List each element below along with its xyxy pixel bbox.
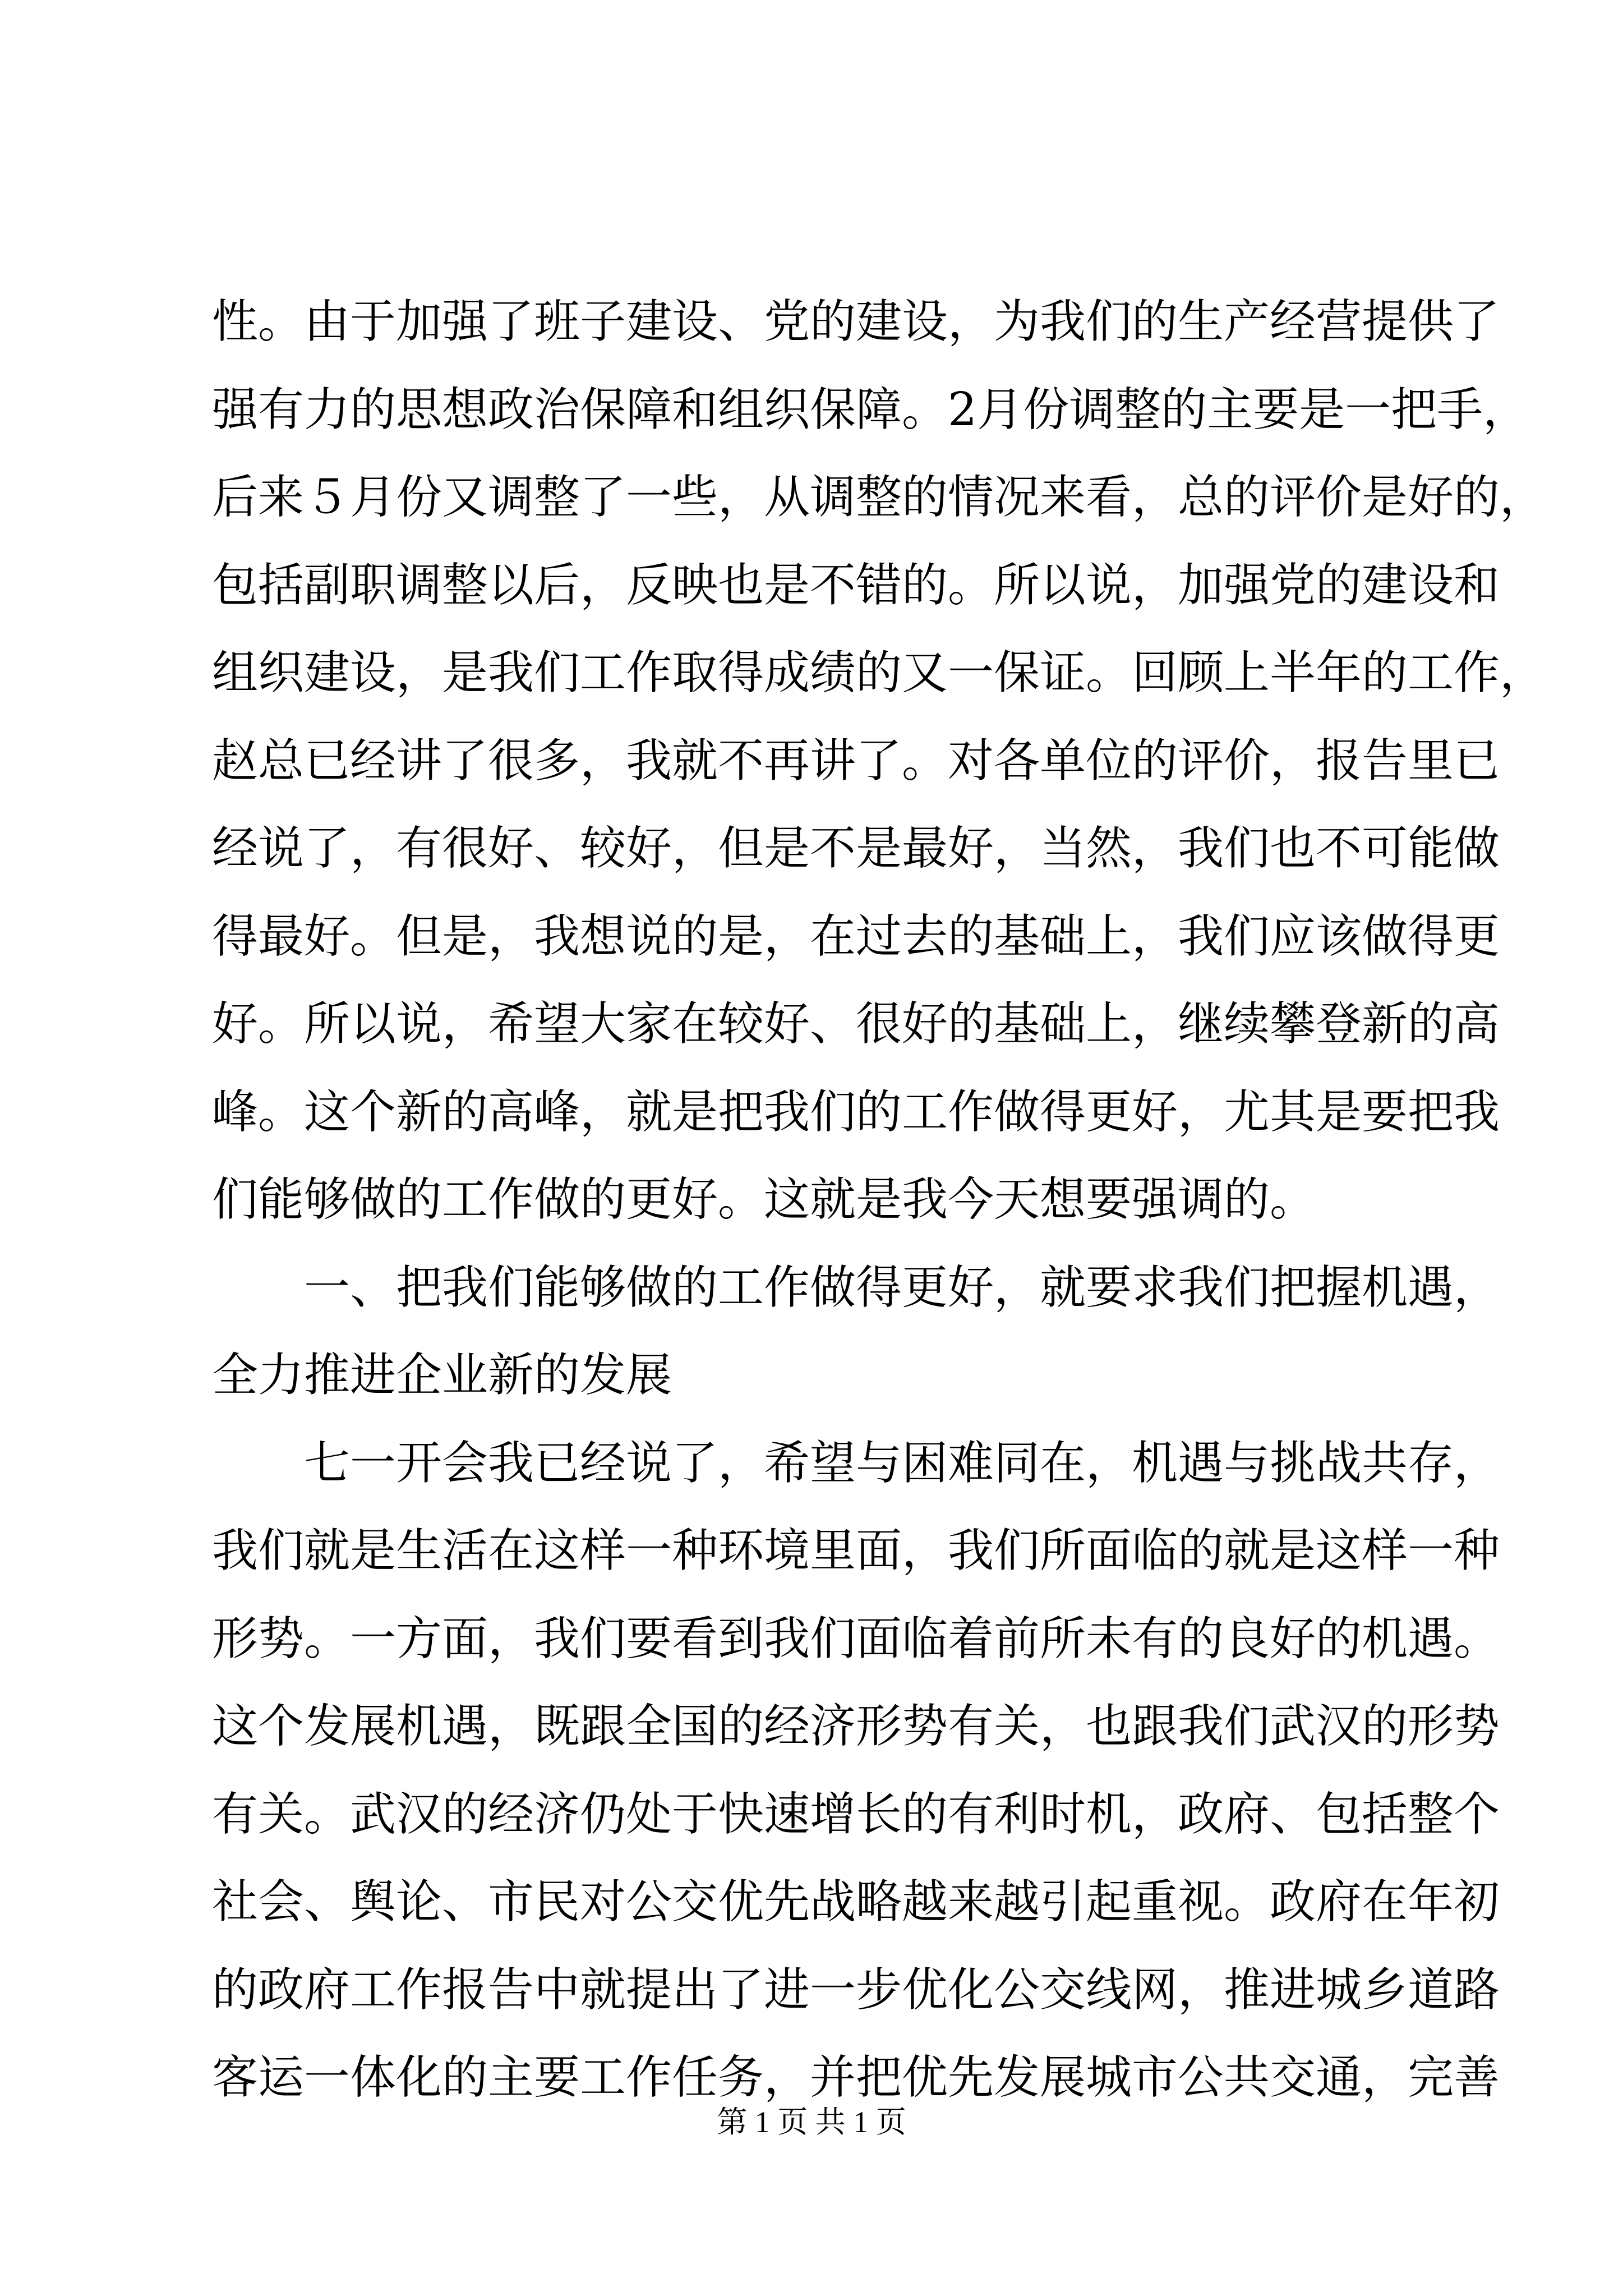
paragraph-3-line: 七一开会我已经说了，希望与困难同在，机遇与挑战共存， (304, 1436, 1500, 1490)
page-number-footer: 第 1 页 共 1 页 (717, 2105, 906, 2139)
paragraph-3-line: 有关。武汉的经济仍处于快速增长的有利时机，政府、包括整个 (212, 1787, 1500, 1841)
paragraph-1-line: 经说了，有很好、较好，但是不是最好，当然，我们也不可能做 (212, 822, 1500, 875)
paragraph-3-line: 形势。一方面，我们要看到我们面临着前所未有的良好的机遇。 (212, 1612, 1500, 1665)
paragraph-3-line: 这个发展机遇，既跟全国的经济形势有关，也跟我们武汉的形势 (212, 1700, 1500, 1753)
paragraph-1-line: 组织建设，是我们工作取得成绩的又一保证。回顾上半年的工作， (212, 646, 1546, 700)
paragraph-3-line: 客运一体化的主要工作任务，并把优先发展城市公共交通，完善 (212, 2051, 1500, 2104)
paragraph-1-line: 峰。这个新的高峰，就是把我们的工作做得更好，尤其是要把我 (212, 1085, 1500, 1139)
section-heading-last-line: 全力推进企业新的发展 (212, 1349, 672, 1402)
paragraph-1-line: 强有力的思想政治保障和组织保障。2月份调整的主要是一把手， (212, 383, 1529, 436)
paragraph-3-line: 社会、舆论、市民对公交优先战略越来越引起重视。政府在年初 (212, 1875, 1500, 1929)
paragraph-1-line: 赵总已经讲了很多，我就不再讲了。对各单位的评价，报告里已 (212, 734, 1500, 788)
paragraph-1-line: 后来５月份又调整了一些，从调整的情况来看，总的评价是好的， (212, 471, 1546, 524)
paragraph-1-last-line: 们能够做的工作做的更好。这就是我今天想要强调的。 (212, 1173, 1316, 1226)
paragraph-1-line: 包括副职调整以后，反映也是不错的。所以说，加强党的建设和 (212, 558, 1500, 612)
paragraph-1-line: 性。由于加强了班子建设、党的建设，为我们的生产经营提供了 (212, 295, 1500, 348)
paragraph-1-line: 得最好。但是，我想说的是，在过去的基础上，我们应该做得更 (212, 909, 1500, 963)
section-heading-line: 一、把我们能够做的工作做得更好，就要求我们把握机遇， (304, 1260, 1500, 1314)
body-text (212, 278, 1546, 2122)
paragraph-3-line: 的政府工作报告中就提出了进一步优化公交线网，推进城乡道路 (212, 1963, 1500, 2017)
paragraph-3-line: 我们就是生活在这样一种环境里面，我们所面临的就是这样一种 (212, 1524, 1500, 1577)
paragraph-1-line: 好。所以说，希望大家在较好、很好的基础上，继续攀登新的高 (212, 997, 1500, 1051)
